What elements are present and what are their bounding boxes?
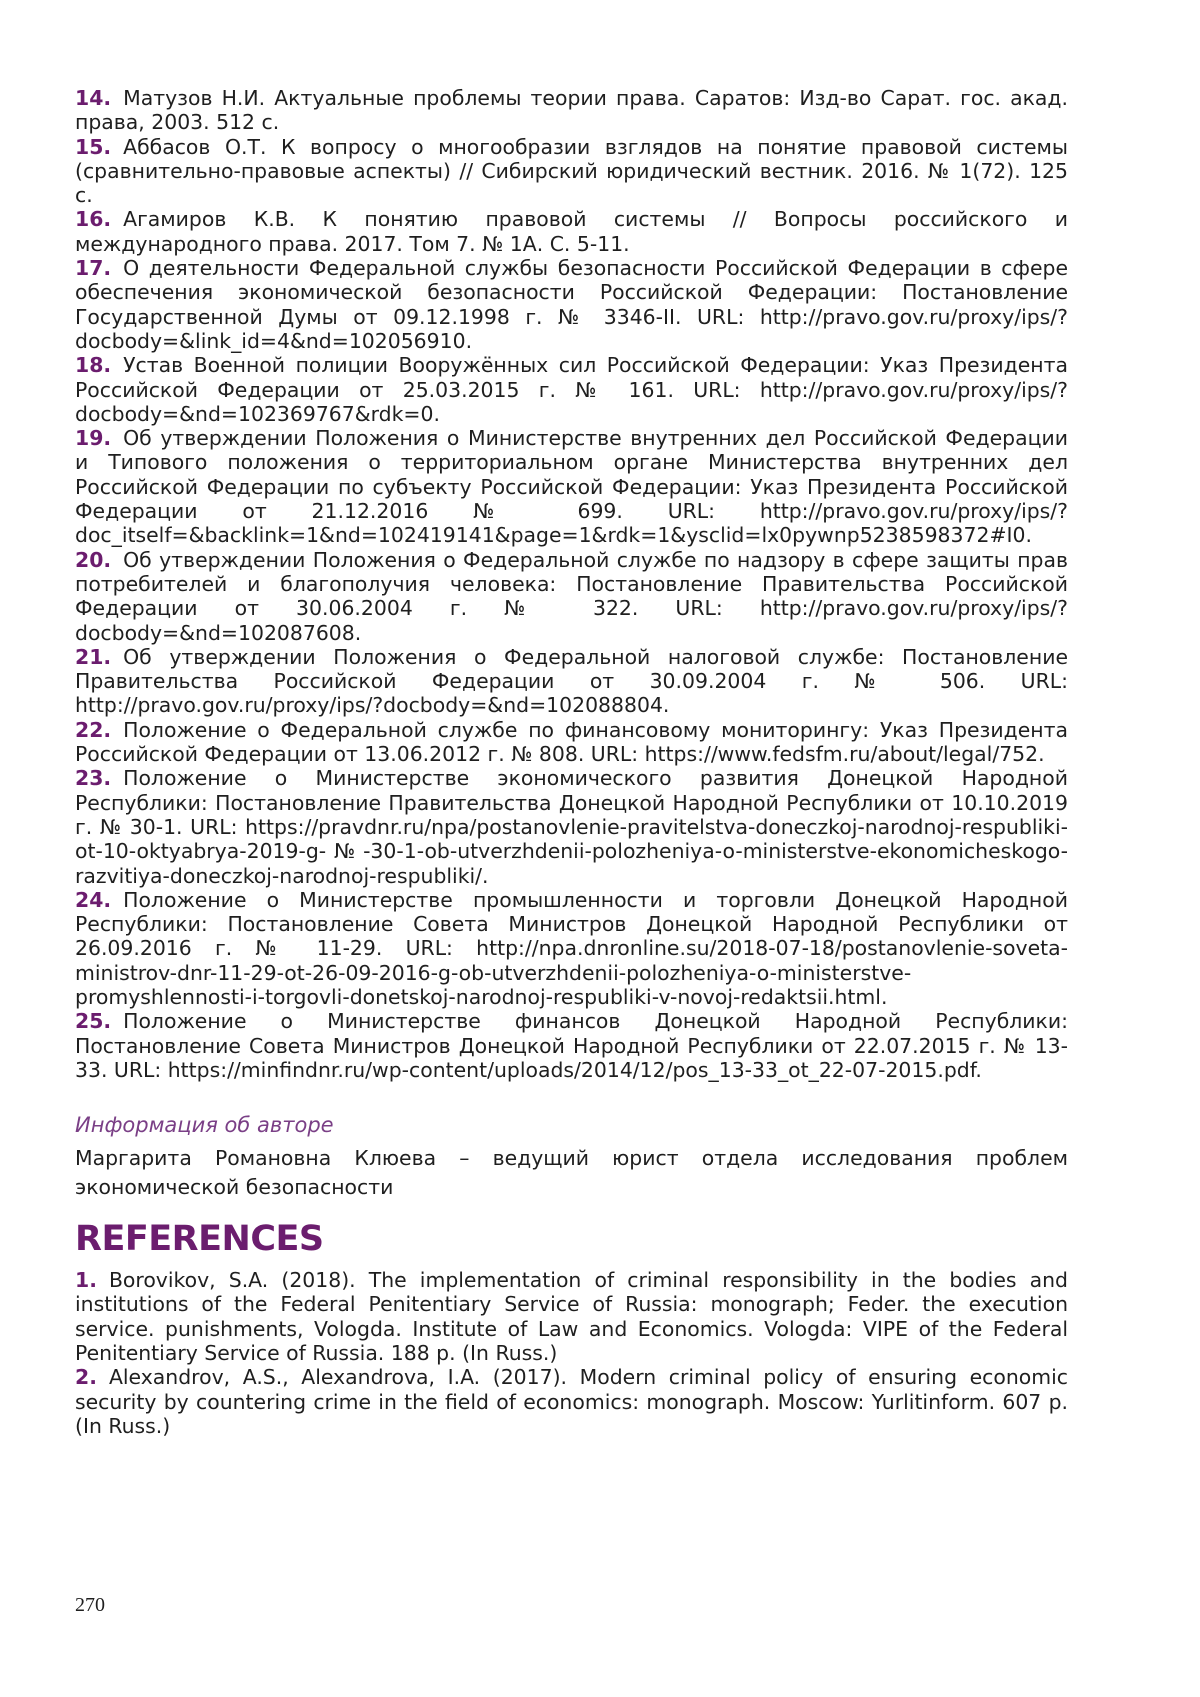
reference-list-ru [75,86,1068,1082]
reference-item [75,86,1068,135]
reference-number: 2. [75,1365,97,1390]
reference-text: Матузов Н.И. Актуальные проблемы теории права. Саратов: Изд-во Сарат. гос. акад. права, 2003. 512 с. [75,86,1068,135]
reference-item [75,135,1068,208]
reference-number: 16. [75,207,112,232]
reference-text: Положение о Федеральной службе по финансовому мониторингу: Указ Президента Российской Федерации от 13.06.2012 г. № 808. URL: https://www.fedsfm.ru/about/legal/752. [75,717,1068,767]
reference-number: 25. [75,1009,112,1034]
reference-list-en [75,1268,1068,1438]
reference-item [75,1365,1068,1438]
author-info-text: Маргарита Романовна Клюева – ведущий юрист отдела исследования проблем экономической безопасности [75,1146,1068,1200]
reference-item [75,1009,1068,1082]
reference-number: 19. [75,426,112,451]
reference-number: 15. [75,134,112,159]
reference-number: 21. [75,644,112,669]
reference-item [75,426,1068,547]
reference-text: Положение о Министерстве финансов Донецкой Народной Республики: Постановление Совета Министров Донецкой Народной Республики от 22.07.2015 г. № 13-33. URL: https://minfindnr.ru/wp-content/uploads/2014/12/pos_13-33_ot_22-07-2015.pdf. [75,1009,1068,1082]
reference-text: О деятельности Федеральной службы безопасности Российской Федерации в сфере обеспечения экономической безопасности Российской Федерации: Постановление Государственной Думы от 09.12.1998 г. № 3346-II. URL: http://pravo.gov.ru/proxy/ips/?docbody=&link_id=4&nd=102056910. [75,256,1068,353]
reference-item [75,353,1068,426]
reference-number: 17. [75,256,112,281]
reference-text: Положение о Министерстве промышленности и торговли Донецкой Народной Республики: Постановление Совета Министров Донецкой Народной Республики от 26.09.2016 г. № 11-29. URL: http://npa.dnronline.su/2018-07-18/postanovlenie-soveta-ministrov-dnr-11-29-ot-26-09-2016-g-ob-utverzhdenii-polozheniya-o-ministerstve-promyshlennosti-i-torgovli-donetskoj-narodnoj-respubliki-v-novoj-redaktsii.html. [75,887,1068,1009]
page-number: 270 [75,1594,105,1616]
reference-text: Положение о Министерстве экономического развития Донецкой Народной Республики: Постановление Правительства Донецкой Народной Республики от 10.10.2019 г. № 30-1. URL: https://pravdnr.ru/npa/postanovlenie-pravitelstva-doneczkoj-narodnoj-respubliki-ot-10-oktyabrya-2019-g-№-30-1-ob-utverzhdenii-polozheniya-o-ministerstve-ekonomicheskogo-razvitiya-doneczkoj-narodnoj-respubliki/. [75,766,1068,888]
references-heading: REFERENCES [75,1219,324,1260]
reference-text: Об утверждении Положения о Министерстве внутренних дел Российской Федерации и Типового положения о территориальном органе Министерства внутренних дел Российской Федерации по субъекту Российской Федерации: Указ Президента Российской Федерации от 21.12.2016 № 699. URL: http://pravo.gov.ru/proxy/ips/?doc_itself=&backlink=1&nd=102419141&page=1&rdk=1&ysclid=lx0pywnp5238598372#I0. [75,426,1068,548]
reference-item [75,548,1068,645]
reference-item [75,766,1068,887]
reference-number: 18. [75,353,112,378]
reference-item [75,207,1068,256]
author-info-heading: Информация об авторе [75,1113,334,1138]
reference-number: 23. [75,766,112,791]
reference-item [75,1268,1068,1365]
reference-number: 24. [75,887,112,912]
reference-text: Агамиров К.В. К понятию правовой системы // Вопросы российского и международного права. 2017. Том 7. № 1А. С. 5-11. [75,207,1068,256]
reference-number: 22. [75,717,112,742]
reference-number: 20. [75,547,112,572]
reference-text: Об утверждении Положения о Федеральной службе по надзору в сфере защиты прав потребителей и благополучия человека: Постановление Правительства Российской Федерации от 30.06.2004 г. № 322. URL: http://pravo.gov.ru/proxy/ips/?docbody=&nd=102087608. [75,547,1068,645]
reference-text: Аббасов О.Т. К вопросу о многообразии взглядов на понятие правовой системы (сравнительно-правовые аспекты) // Сибирский юридический вестник. 2016. № 1(72). 125 с. [75,134,1068,208]
reference-item [75,256,1068,353]
reference-text: Alexandrov, A.S., Alexandrova, I.A. (2017). Modern criminal policy of ensuring economic security by countering crime in the field of economics: monograph. Moscow: Yurlitinform. 607 p. (In Russ.) [75,1365,1068,1438]
reference-number: 1. [75,1268,97,1293]
reference-text: Об утверждении Положения о Федеральной налоговой службе: Постановление Правительства Российской Федерации от 30.09.2004 г. № 506. URL: http://pravo.gov.ru/proxy/ips/?docbody=&nd=102088804. [75,644,1068,718]
reference-item [75,645,1068,718]
reference-text: Устав Военной полиции Вооружённых сил Российской Федерации: Указ Президента Российской Федерации от 25.03.2015 г. № 161. URL: http://pravo.gov.ru/proxy/ips/?docbody=&nd=102369767&rdk=0. [75,353,1068,426]
author-info [75,1112,1068,1202]
reference-item [75,718,1068,767]
reference-item [75,888,1068,1009]
reference-text: Borovikov, S.A. (2018). The implementation of criminal responsibility in the bodies and institutions of the Federal Penitentiary Service of Russia: monograph; Feder. the execution service. punishments, Vologda. Institute of Law and Economics. Vologda: VIPE of the Federal Penitentiary Service of Russia. 188 p. (In Russ.) [75,1268,1068,1366]
reference-number: 14. [75,86,112,110]
